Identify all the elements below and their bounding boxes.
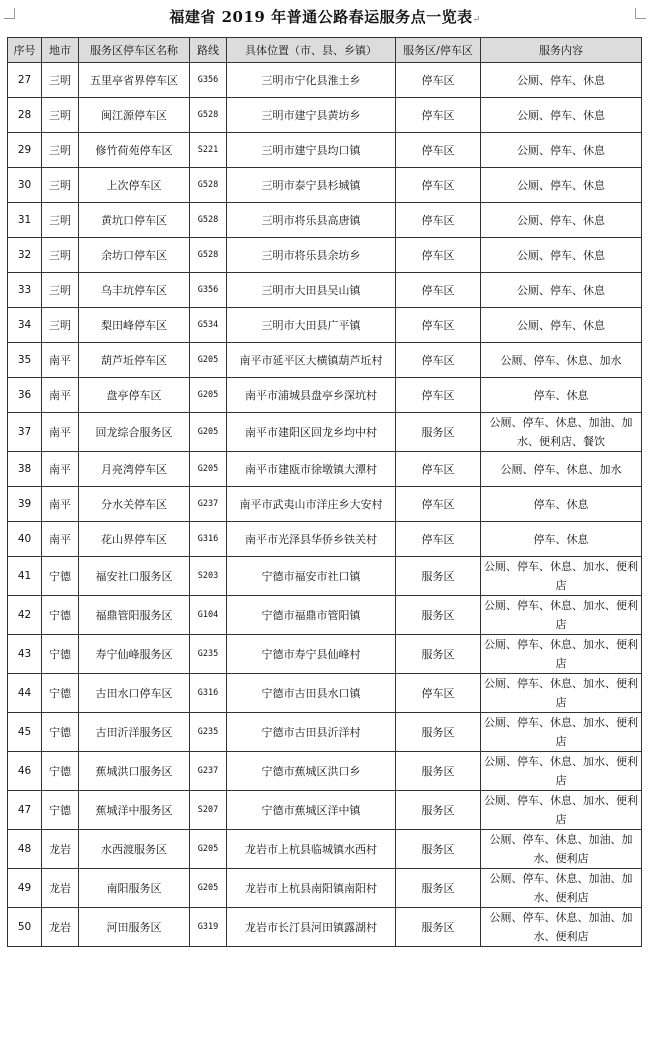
row-city: 龙岩 <box>42 830 79 869</box>
row-services: 公厕、停车、休息、加水、便利店 <box>481 596 642 635</box>
table-row <box>8 674 642 713</box>
row-services: 公厕、停车、休息、加油、加水、便利店 <box>481 830 642 869</box>
row-services: 公厕、停车、休息、加水、便利店 <box>481 752 642 791</box>
row-route: G205 <box>190 869 227 908</box>
row-location: 三明市建宁县均口镇 <box>227 133 396 168</box>
row-name: 寿宁仙峰服务区 <box>79 635 190 674</box>
row-location: 三明市大田县吴山镇 <box>227 273 396 308</box>
row-location: 宁德市古田县水口镇 <box>227 674 396 713</box>
row-index: 36 <box>8 378 42 413</box>
row-route: G235 <box>190 635 227 674</box>
table-row <box>8 98 642 133</box>
row-name: 梨田峰停车区 <box>79 308 190 343</box>
row-name: 葫芦坵停车区 <box>79 343 190 378</box>
row-city: 宁德 <box>42 635 79 674</box>
table-row <box>8 791 642 830</box>
row-route: S203 <box>190 557 227 596</box>
table-row <box>8 343 642 378</box>
row-city: 三明 <box>42 63 79 98</box>
row-location: 南平市武夷山市洋庄乡大安村 <box>227 487 396 522</box>
row-city: 三明 <box>42 98 79 133</box>
row-route: G528 <box>190 168 227 203</box>
row-route: S207 <box>190 791 227 830</box>
row-route: G319 <box>190 908 227 947</box>
table-row <box>8 713 642 752</box>
row-type: 服务区 <box>396 713 481 752</box>
table-header-row <box>8 38 642 63</box>
table-row <box>8 378 642 413</box>
row-name: 五里亭省界停车区 <box>79 63 190 98</box>
row-type: 停车区 <box>396 487 481 522</box>
row-route: G356 <box>190 273 227 308</box>
document-title <box>0 6 650 27</box>
paragraph-mark-icon: ↵ <box>472 15 481 25</box>
row-route: G205 <box>190 343 227 378</box>
row-city: 三明 <box>42 238 79 273</box>
row-index: 32 <box>8 238 42 273</box>
row-name: 蕉城洋中服务区 <box>79 791 190 830</box>
header-city: 地市 <box>42 38 79 63</box>
row-name: 水西渡服务区 <box>79 830 190 869</box>
header-location: 具体位置（市、县、乡镇） <box>227 38 396 63</box>
row-index: 46 <box>8 752 42 791</box>
row-name: 月亮湾停车区 <box>79 452 190 487</box>
row-type: 服务区 <box>396 596 481 635</box>
row-route: G528 <box>190 98 227 133</box>
row-name: 余坊口停车区 <box>79 238 190 273</box>
row-services: 公厕、停车、休息 <box>481 308 642 343</box>
row-services: 公厕、停车、休息 <box>481 273 642 308</box>
table-row <box>8 522 642 557</box>
row-name: 河田服务区 <box>79 908 190 947</box>
table-row <box>8 635 642 674</box>
row-services: 公厕、停车、休息 <box>481 133 642 168</box>
row-type: 停车区 <box>396 308 481 343</box>
table-row <box>8 830 642 869</box>
row-index: 38 <box>8 452 42 487</box>
row-index: 33 <box>8 273 42 308</box>
row-route: G237 <box>190 752 227 791</box>
row-name: 花山界停车区 <box>79 522 190 557</box>
row-type: 停车区 <box>396 168 481 203</box>
row-index: 49 <box>8 869 42 908</box>
row-type: 停车区 <box>396 203 481 238</box>
row-city: 三明 <box>42 308 79 343</box>
row-city: 三明 <box>42 273 79 308</box>
row-name: 蕉城洪口服务区 <box>79 752 190 791</box>
row-location: 三明市将乐县高唐镇 <box>227 203 396 238</box>
row-services: 停车、休息 <box>481 522 642 557</box>
header-index: 序号 <box>8 38 42 63</box>
row-name: 修竹荷苑停车区 <box>79 133 190 168</box>
table-row <box>8 413 642 452</box>
row-route: S221 <box>190 133 227 168</box>
table-row <box>8 203 642 238</box>
table-row <box>8 133 642 168</box>
row-city: 宁德 <box>42 791 79 830</box>
row-services: 公厕、停车、休息、加水 <box>481 343 642 378</box>
row-location: 宁德市福安市社口镇 <box>227 557 396 596</box>
row-city: 南平 <box>42 487 79 522</box>
row-name: 南阳服务区 <box>79 869 190 908</box>
row-index: 44 <box>8 674 42 713</box>
row-route: G316 <box>190 522 227 557</box>
row-index: 42 <box>8 596 42 635</box>
row-location: 宁德市寿宁县仙峰村 <box>227 635 396 674</box>
row-location: 三明市宁化县淮土乡 <box>227 63 396 98</box>
row-city: 宁德 <box>42 713 79 752</box>
row-location: 宁德市古田县沂洋村 <box>227 713 396 752</box>
table-row <box>8 452 642 487</box>
row-city: 宁德 <box>42 596 79 635</box>
row-name: 盘亭停车区 <box>79 378 190 413</box>
row-type: 停车区 <box>396 63 481 98</box>
row-type: 服务区 <box>396 908 481 947</box>
row-location: 宁德市福鼎市管阳镇 <box>227 596 396 635</box>
row-city: 三明 <box>42 168 79 203</box>
row-route: G356 <box>190 63 227 98</box>
row-services: 公厕、停车、休息、加水、便利店 <box>481 674 642 713</box>
row-index: 37 <box>8 413 42 452</box>
row-index: 50 <box>8 908 42 947</box>
row-route: G205 <box>190 378 227 413</box>
row-location: 南平市建瓯市徐墩镇大潭村 <box>227 452 396 487</box>
table-body <box>8 63 642 947</box>
row-location: 宁德市蕉城区洪口乡 <box>227 752 396 791</box>
row-type: 服务区 <box>396 830 481 869</box>
row-index: 29 <box>8 133 42 168</box>
row-city: 龙岩 <box>42 869 79 908</box>
row-route: G235 <box>190 713 227 752</box>
row-type: 停车区 <box>396 522 481 557</box>
row-name: 黄坑口停车区 <box>79 203 190 238</box>
row-index: 45 <box>8 713 42 752</box>
row-services: 公厕、停车、休息、加油、加水、便利店 <box>481 908 642 947</box>
row-location: 三明市将乐县余坊乡 <box>227 238 396 273</box>
row-location: 三明市泰宁县杉城镇 <box>227 168 396 203</box>
service-points-table <box>7 37 642 947</box>
row-name: 上次停车区 <box>79 168 190 203</box>
row-services: 公厕、停车、休息、加水、便利店 <box>481 791 642 830</box>
table-row <box>8 168 642 203</box>
row-type: 服务区 <box>396 752 481 791</box>
row-services: 公厕、停车、休息 <box>481 203 642 238</box>
row-name: 古田水口停车区 <box>79 674 190 713</box>
row-route: G205 <box>190 413 227 452</box>
row-index: 34 <box>8 308 42 343</box>
table-row <box>8 63 642 98</box>
row-type: 服务区 <box>396 413 481 452</box>
row-name: 闽江源停车区 <box>79 98 190 133</box>
row-route: G528 <box>190 203 227 238</box>
title-text: 福建省 2019 年普通公路春运服务点一览表 <box>169 8 473 26</box>
row-location: 龙岩市上杭县临城镇水西村 <box>227 830 396 869</box>
table-row <box>8 487 642 522</box>
row-services: 公厕、停车、休息、加水 <box>481 452 642 487</box>
row-location: 南平市光泽县华侨乡铁关村 <box>227 522 396 557</box>
row-services: 公厕、停车、休息 <box>481 98 642 133</box>
row-services: 停车、休息 <box>481 378 642 413</box>
row-city: 宁德 <box>42 752 79 791</box>
row-index: 27 <box>8 63 42 98</box>
table-row <box>8 869 642 908</box>
row-route: G205 <box>190 452 227 487</box>
row-type: 服务区 <box>396 557 481 596</box>
row-services: 停车、休息 <box>481 487 642 522</box>
row-name: 福鼎管阳服务区 <box>79 596 190 635</box>
row-type: 服务区 <box>396 791 481 830</box>
table-row <box>8 238 642 273</box>
row-services: 公厕、停车、休息、加油、加水、便利店 <box>481 869 642 908</box>
row-location: 宁德市蕉城区洋中镇 <box>227 791 396 830</box>
header-name: 服务区停车区名称 <box>79 38 190 63</box>
header-services: 服务内容 <box>481 38 642 63</box>
row-city: 南平 <box>42 413 79 452</box>
row-city: 三明 <box>42 203 79 238</box>
row-type: 服务区 <box>396 635 481 674</box>
row-index: 41 <box>8 557 42 596</box>
header-route: 路线 <box>190 38 227 63</box>
row-route: G534 <box>190 308 227 343</box>
row-location: 南平市建阳区回龙乡均中村 <box>227 413 396 452</box>
row-city: 三明 <box>42 133 79 168</box>
row-type: 停车区 <box>396 133 481 168</box>
row-city: 南平 <box>42 343 79 378</box>
row-type: 停车区 <box>396 273 481 308</box>
row-services: 公厕、停车、休息、加水、便利店 <box>481 635 642 674</box>
row-index: 35 <box>8 343 42 378</box>
table-row <box>8 557 642 596</box>
header-type: 服务区/停车区 <box>396 38 481 63</box>
row-name: 福安社口服务区 <box>79 557 190 596</box>
row-services: 公厕、停车、休息 <box>481 168 642 203</box>
row-city: 南平 <box>42 378 79 413</box>
row-index: 28 <box>8 98 42 133</box>
row-index: 39 <box>8 487 42 522</box>
row-services: 公厕、停车、休息、加水、便利店 <box>481 713 642 752</box>
row-name: 回龙综合服务区 <box>79 413 190 452</box>
row-index: 30 <box>8 168 42 203</box>
table-row <box>8 308 642 343</box>
row-services: 公厕、停车、休息 <box>481 63 642 98</box>
row-services: 公厕、停车、休息、加油、加水、便利店、餐饮 <box>481 413 642 452</box>
row-route: G528 <box>190 238 227 273</box>
row-city: 龙岩 <box>42 908 79 947</box>
row-location: 龙岩市上杭县南阳镇南阳村 <box>227 869 396 908</box>
row-city: 南平 <box>42 452 79 487</box>
row-route: G316 <box>190 674 227 713</box>
row-index: 48 <box>8 830 42 869</box>
row-type: 停车区 <box>396 343 481 378</box>
table-row <box>8 273 642 308</box>
row-name: 古田沂洋服务区 <box>79 713 190 752</box>
row-route: G205 <box>190 830 227 869</box>
row-type: 停车区 <box>396 238 481 273</box>
row-location: 三明市建宁县黄坊乡 <box>227 98 396 133</box>
row-type: 停车区 <box>396 674 481 713</box>
row-type: 停车区 <box>396 378 481 413</box>
row-route: G104 <box>190 596 227 635</box>
row-location: 龙岩市长汀县河田镇露湖村 <box>227 908 396 947</box>
row-location: 三明市大田县广平镇 <box>227 308 396 343</box>
row-services: 公厕、停车、休息、加水、便利店 <box>481 557 642 596</box>
row-type: 服务区 <box>396 869 481 908</box>
row-route: G237 <box>190 487 227 522</box>
row-location: 南平市浦城县盘亭乡深坑村 <box>227 378 396 413</box>
row-city: 宁德 <box>42 674 79 713</box>
table-row <box>8 752 642 791</box>
row-location: 南平市延平区大横镇葫芦坵村 <box>227 343 396 378</box>
row-index: 47 <box>8 791 42 830</box>
table-row <box>8 596 642 635</box>
row-type: 停车区 <box>396 98 481 133</box>
row-index: 40 <box>8 522 42 557</box>
row-index: 31 <box>8 203 42 238</box>
row-type: 停车区 <box>396 452 481 487</box>
row-name: 乌丰坑停车区 <box>79 273 190 308</box>
row-index: 43 <box>8 635 42 674</box>
row-city: 南平 <box>42 522 79 557</box>
row-services: 公厕、停车、休息 <box>481 238 642 273</box>
table-row <box>8 908 642 947</box>
row-name: 分水关停车区 <box>79 487 190 522</box>
row-city: 宁德 <box>42 557 79 596</box>
